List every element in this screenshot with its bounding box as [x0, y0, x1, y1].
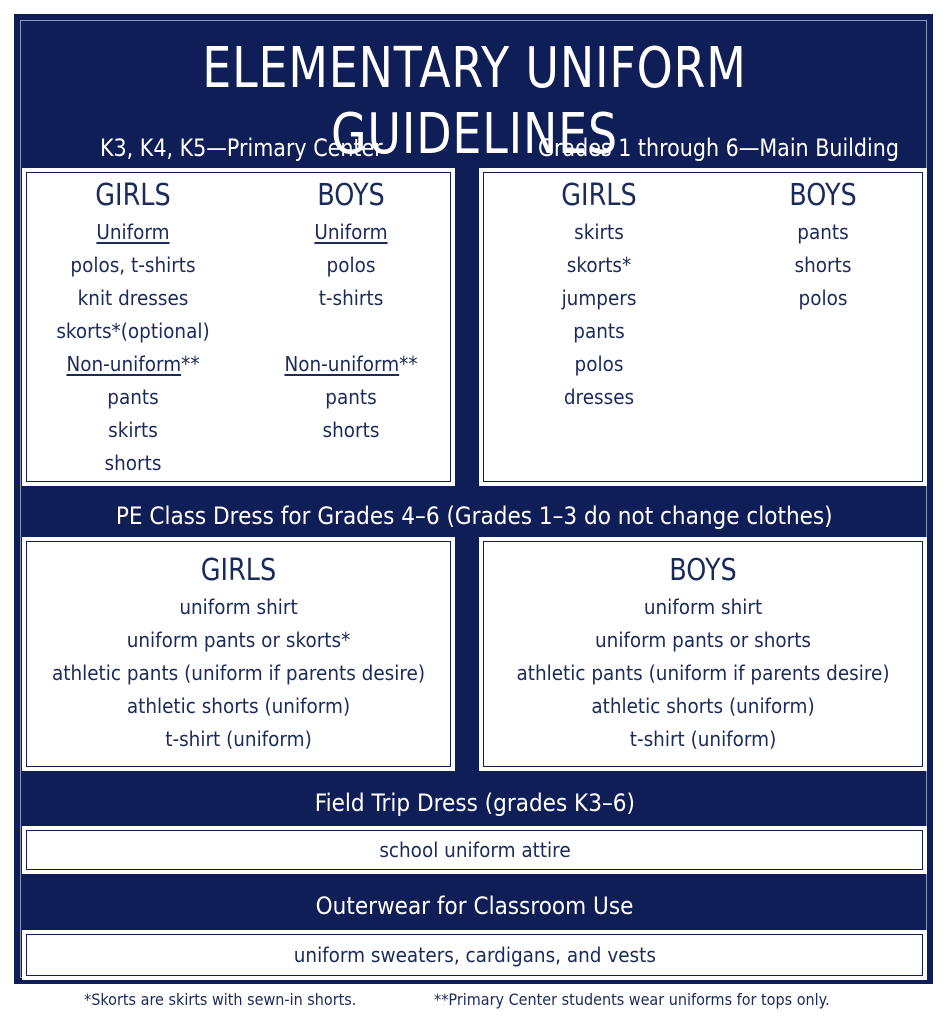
- main-girls-column: [481, 170, 717, 414]
- primary-boys-header: BOYS: [317, 178, 385, 213]
- primary-center-label: K3, K4, K5—Primary Center: [100, 134, 383, 162]
- primary-girls-nonuniform-suffix: **: [181, 352, 200, 376]
- pe-boys-item: uniform pants or shorts: [595, 628, 811, 652]
- main-girls-item: pants: [573, 319, 625, 343]
- pe-section-label: [22, 500, 927, 532]
- primary-center-box: [22, 168, 455, 486]
- pe-girls-item: uniform shirt: [179, 595, 298, 619]
- pe-girls-item: uniform pants or skorts*: [126, 628, 351, 652]
- primary-boys-nonuniform-item: shorts: [322, 418, 380, 442]
- pe-girls-item: athletic pants (uniform if parents desire): [51, 661, 426, 685]
- pe-boys-box: [479, 537, 927, 771]
- primary-boys-nonuniform-label: Non-uniform: [284, 352, 400, 376]
- outerwear-section-label: [22, 888, 927, 924]
- outerwear-label-text: Outerwear for Classroom Use: [315, 892, 634, 920]
- pe-girls-header: GIRLS: [200, 553, 277, 588]
- primary-boys-nonuniform-item: pants: [325, 385, 377, 409]
- field-trip-box: [22, 826, 927, 874]
- field-trip-section-label: [22, 786, 927, 820]
- main-girls-item: skirts: [574, 220, 624, 244]
- pe-label-text: PE Class Dress for Grades 4–6 (Grades 1–3 do not change clothes): [116, 502, 833, 530]
- pe-girls-item: athletic shorts (uniform): [126, 694, 351, 718]
- main-boys-item: shorts: [794, 253, 852, 277]
- main-girls-header: GIRLS: [561, 178, 637, 213]
- field-trip-label-text: Field Trip Dress (grades K3–6): [314, 789, 635, 817]
- pe-boys-item: athletic pants (uniform if parents desire): [516, 661, 890, 685]
- primary-girls-uniform-label: Uniform: [96, 220, 170, 244]
- pe-girls-item: t-shirt (uniform): [165, 727, 312, 751]
- primary-girls-nonuniform-heading: [33, 348, 234, 381]
- primary-boys-uniform-item: polos: [326, 253, 376, 277]
- primary-boys-uniform-label: Uniform: [314, 220, 388, 244]
- main-girls-item: skorts*: [566, 253, 632, 277]
- primary-girls-uniform-item: polos, t-shirts: [70, 253, 196, 277]
- primary-girls-nonuniform-label: Non-uniform: [66, 352, 182, 376]
- primary-girls-uniform-item: knit dresses: [77, 286, 189, 310]
- main-boys-column: [717, 170, 929, 315]
- primary-boys-uniform-item: t-shirts: [318, 286, 384, 310]
- main-building-label: Grades 1 through 6—Main Building: [538, 134, 899, 162]
- pe-boys-item: athletic shorts (uniform): [591, 694, 815, 718]
- outerwear-box: [22, 930, 927, 980]
- primary-girls-nonuniform-item: shorts: [104, 451, 162, 475]
- primary-boys-column: [242, 170, 460, 447]
- pe-boys-header: BOYS: [669, 553, 737, 588]
- field-trip-text: school uniform attire: [378, 838, 571, 862]
- primary-boys-nonuniform-suffix: **: [399, 352, 418, 376]
- primary-girls-column: [24, 170, 242, 480]
- primary-boys-nonuniform-heading: [251, 348, 452, 381]
- main-boys-item: pants: [797, 220, 849, 244]
- main-boys-header: BOYS: [789, 178, 857, 213]
- main-girls-item: jumpers: [561, 286, 637, 310]
- pe-boys-item: t-shirt (uniform): [629, 727, 777, 751]
- primary-girls-nonuniform-item: pants: [107, 385, 159, 409]
- pe-boys-item: uniform shirt: [643, 595, 763, 619]
- primary-girls-nonuniform-item: skirts: [108, 418, 158, 442]
- main-boys-item: polos: [798, 286, 848, 310]
- main-girls-item: polos: [574, 352, 624, 376]
- main-building-box: [479, 168, 927, 486]
- footnote-primary-center: **Primary Center students wear uniforms for tops only.: [434, 990, 830, 1009]
- footnote-skorts: *Skorts are skirts with sewn-in shorts.: [84, 990, 357, 1009]
- primary-girls-header: GIRLS: [95, 178, 171, 213]
- main-girls-item: dresses: [563, 385, 635, 409]
- page-title: ELEMENTARY UNIFORM GUIDELINES: [202, 36, 747, 167]
- primary-girls-uniform-item: skorts*(optional): [56, 319, 210, 343]
- pe-girls-box: [22, 537, 455, 771]
- outerwear-text: uniform sweaters, cardigans, and vests: [293, 943, 656, 967]
